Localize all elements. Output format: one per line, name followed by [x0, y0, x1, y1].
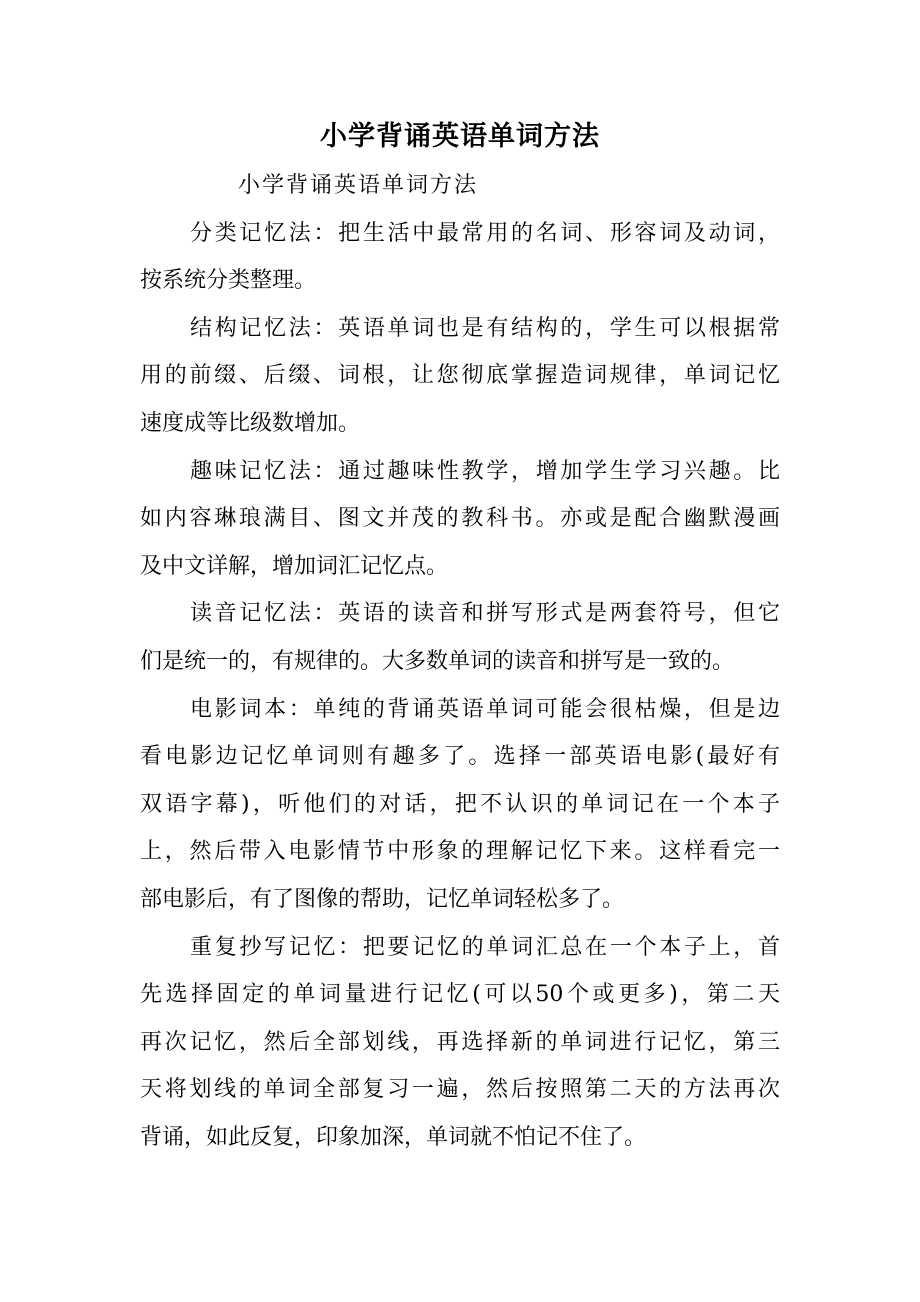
paragraph-line: 天将划线的单词全部复习一遍，然后按照第二天的方法再次	[140, 1077, 780, 1103]
paragraph-line: 速度成等比级数增加。	[140, 410, 361, 436]
paragraph-line: 用的前缀、后缀、词根，让您彻底掌握造词规律，单词记忆	[140, 363, 780, 389]
paragraph	[140, 452, 780, 595]
paragraph-line: 上，然后带入电影情节中形象的理解记忆下来。这样看完一	[140, 839, 780, 865]
paragraph	[140, 214, 780, 309]
paragraph-line: 趣味记忆法：通过趣味性教学，增加学生学习兴趣。比	[190, 458, 780, 484]
paragraph-line: 读音记忆法：英语的读音和拼写形式是两套符号，但它	[190, 601, 780, 627]
paragraph-line: 如内容琳琅满目、图文并茂的教科书。亦或是配合幽默漫画	[140, 506, 780, 532]
paragraph	[140, 690, 780, 928]
paragraph-line: 再次记忆，然后全部划线，再选择新的单词进行记忆，第三	[140, 1029, 780, 1055]
paragraph-line: 双语字幕)，听他们的对话，把不认识的单词记在一个本子	[140, 791, 780, 817]
paragraph-line: 们是统一的，有规律的。大多数单词的读音和拼写是一致的。	[140, 648, 735, 674]
paragraph-line: 重复抄写记忆：把要记忆的单词汇总在一个本子上，首	[190, 934, 780, 960]
paragraph-line: 看电影边记忆单词则有趣多了。选择一部英语电影(最好有	[140, 744, 780, 770]
paragraph-line: 及中文详解，增加词汇记忆点。	[140, 553, 449, 579]
paragraph-line: 背诵，如此反复，印象加深，单词就不怕记不住了。	[140, 1124, 647, 1150]
paragraph	[140, 309, 780, 452]
paragraph-line: 分类记忆法：把生活中最常用的名词、形容词及动词，	[190, 220, 780, 246]
paragraph-line: 部电影后，有了图像的帮助，记忆单词轻松多了。	[140, 886, 625, 912]
paragraph-line: 按系统分类整理。	[140, 268, 317, 294]
document-title: 小学背诵英语单词方法	[320, 121, 600, 152]
paragraph-line: 结构记忆法：英语单词也是有结构的，学生可以根据常	[190, 315, 780, 341]
paragraph	[140, 928, 780, 1166]
document-body	[140, 166, 780, 1165]
document-subtitle: 小学背诵英语单词方法	[238, 173, 479, 198]
paragraph-line: 先选择固定的单词量进行记忆(可以50个或更多)，第二天	[140, 982, 780, 1008]
paragraph-line: 电影词本：单纯的背诵英语单词可能会很枯燥，但是边	[190, 696, 780, 722]
paragraph	[140, 594, 780, 689]
